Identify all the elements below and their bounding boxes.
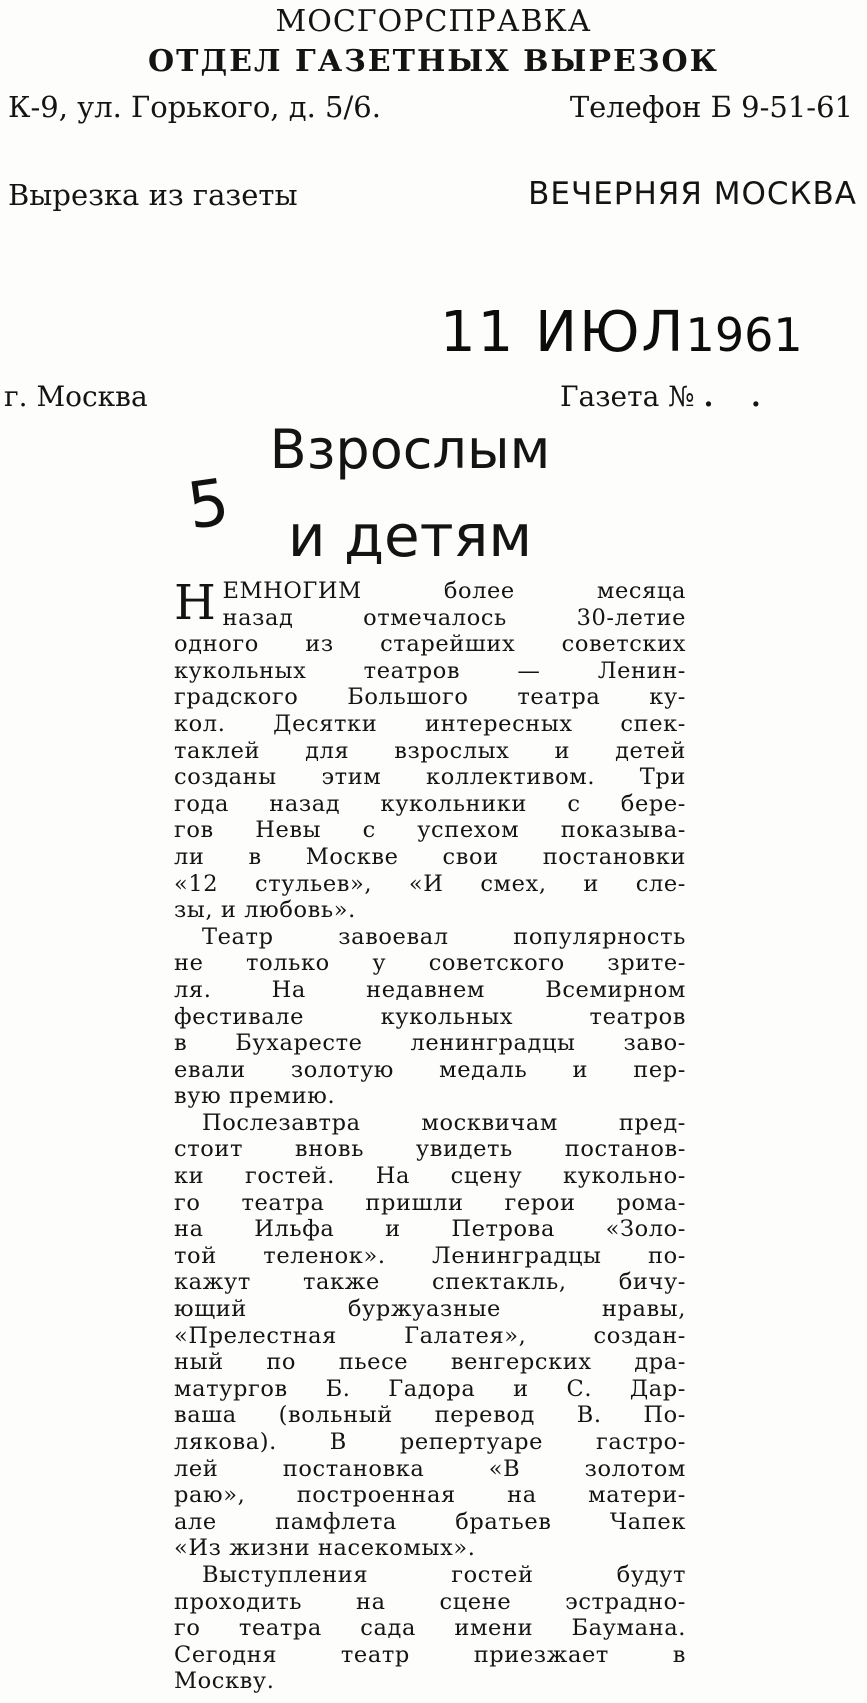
article-line: назад отмечалось 30-летие: [222, 604, 686, 631]
article-line: ки гостей. На сцену кукольно-: [174, 1163, 686, 1190]
article-line: Выступления гостей будут: [202, 1561, 686, 1588]
article-body: [174, 575, 686, 1695]
article-title-line2: и детям: [287, 502, 533, 570]
article-line: той теленок». Ленинградцы по-: [174, 1242, 686, 1269]
article-title-line1: Взрослым: [269, 418, 551, 481]
article-line: вую премию.: [174, 1083, 336, 1110]
article-line: проходить на сцене эстрадно-: [174, 1588, 686, 1615]
article-line: лякова). В репертуаре гастро-: [174, 1429, 686, 1455]
article-line: кажут также спектакль, бичу-: [174, 1269, 686, 1296]
article-line: стоит вновь увидеть постанов-: [174, 1136, 686, 1163]
article-line: ля. На недавнем Всемирном: [174, 976, 686, 1003]
issue-label-group: [560, 380, 775, 413]
newspaper-name: ВЕЧЕРНЯЯ МОСКВА: [528, 176, 857, 212]
article-line: созданы этим коллективом. Три: [174, 764, 686, 791]
article-line: раю», построенная на матери-: [174, 1482, 686, 1509]
agency-phone: Телефон Б 9-51-61: [569, 90, 853, 124]
article-line: Послезавтра москвичам пред-: [202, 1109, 686, 1136]
article-line: Сегодня театр приезжает в: [174, 1641, 686, 1668]
article-line: ющий буржуазные нравы,: [174, 1296, 686, 1323]
clipping-label: Вырезка из газеты: [8, 178, 298, 212]
article-line: але памфлета братьев Чапек: [174, 1508, 686, 1535]
article-line: Театр завоевал популярность: [202, 923, 686, 950]
article-line: лей постановка «В золотом: [174, 1455, 686, 1482]
article-line: ваша (вольный перевод В. По-: [174, 1402, 686, 1429]
article-line: Москву.: [174, 1668, 275, 1695]
date-month: ИЮЛ: [535, 300, 686, 365]
article-line: одного из старейших советских: [174, 631, 686, 658]
date-year: 1961: [685, 308, 803, 362]
article-line: «Из жизни насекомых».: [174, 1535, 476, 1562]
article-line: кол. Десятки интересных спек-: [174, 710, 686, 737]
article-line: ли в Москве свои постановки: [174, 843, 686, 870]
article-line: не только у советского зрите-: [174, 950, 686, 977]
article-line: таклей для взрослых и детей: [174, 737, 686, 764]
article-line: «Прелестная Галатея», создан-: [174, 1322, 686, 1349]
article-line: на Ильфа и Петрова «Золо-: [174, 1216, 686, 1243]
article-line: фестивале кукольных театров: [174, 1003, 686, 1030]
article-line: кукольных театров — Ленин-: [174, 657, 686, 684]
agency-address: К-9, ул. Горького, д. 5/6.: [8, 90, 381, 124]
article-line: гов Невы с успехом показыва-: [174, 817, 686, 844]
issue-number: . .: [703, 380, 775, 413]
article-line: года назад кукольники с бере-: [174, 790, 686, 817]
article-line: в Бухаресте ленинградцы заво-: [174, 1030, 686, 1057]
article-dropcap: Н: [174, 575, 217, 631]
department-name: ОТДЕЛ ГАЗЕТНЫХ ВЫРЕЗОК: [148, 44, 719, 79]
article-line: градского Большого театра ку-: [174, 684, 686, 711]
article-line: зы, и любовь».: [174, 897, 356, 924]
article-line: ный по пьесе венгерских дра-: [174, 1349, 686, 1376]
issue-label: Газета №: [560, 380, 695, 413]
article-line: матургов Б. Гадора и С. Дар-: [174, 1375, 686, 1402]
article-line: евали золотую медаль и пер-: [174, 1056, 686, 1083]
article-line: го театра сада имени Баумана.: [174, 1615, 686, 1642]
article-line: «12 стульев», «И смех, и сле-: [174, 870, 686, 897]
agency-name: МОСГОРСПРАВКА: [275, 4, 592, 39]
pencil-mark: 5: [183, 465, 234, 545]
article-line: го театра пришли герои рома-: [174, 1189, 686, 1216]
article-line: ЕМНОГИМ более месяца: [222, 578, 686, 604]
city-label: г. Москва: [4, 380, 148, 413]
date-day: 11: [440, 300, 516, 365]
date-stamp: [440, 300, 803, 365]
